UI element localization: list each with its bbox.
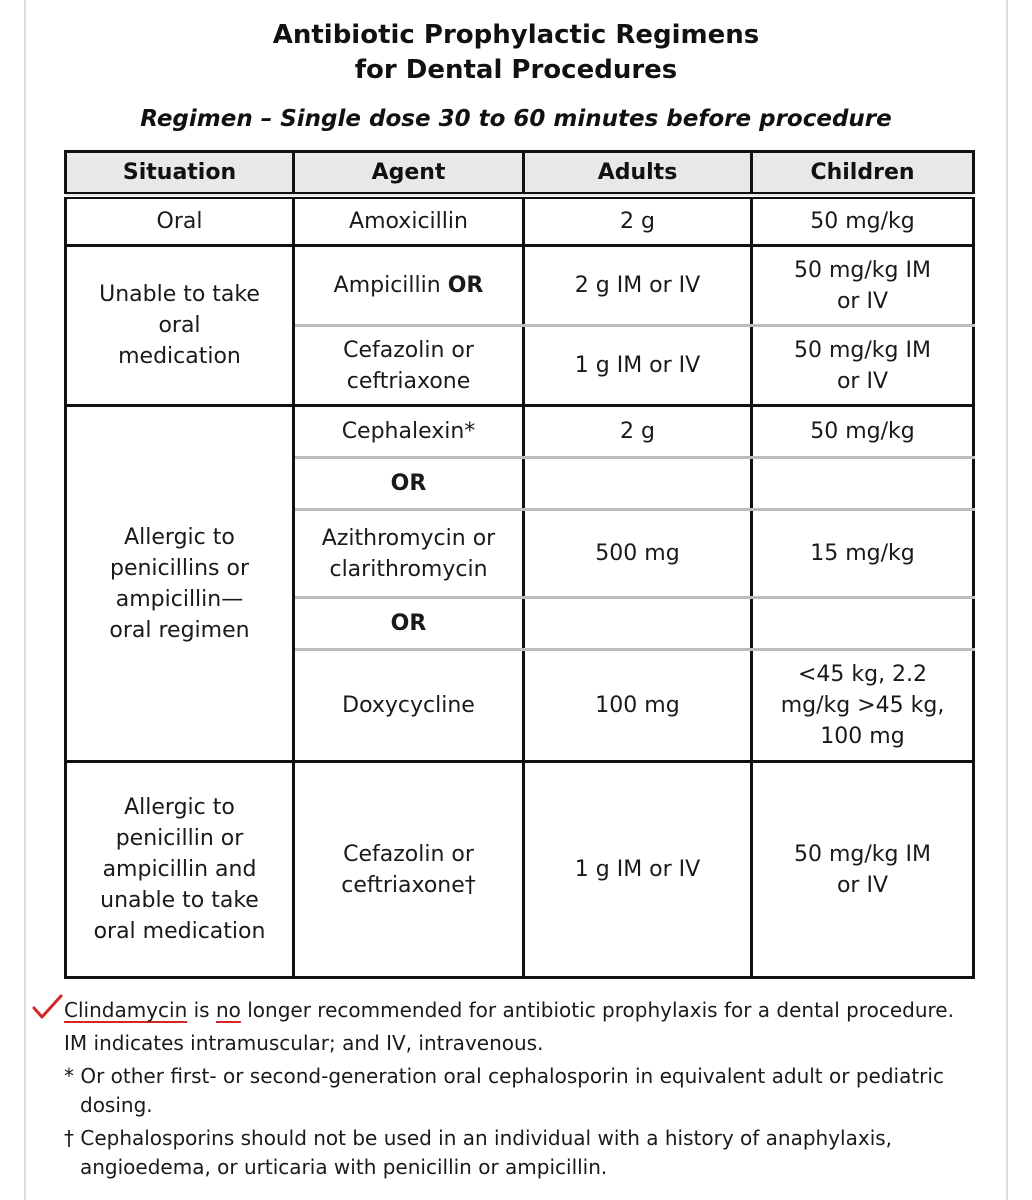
children-cell: 15 mg/kg [752, 510, 974, 598]
adults-cell: 500 mg [524, 510, 752, 598]
situation-cell: Allergic to penicillin or ampicillin and unable to take oral medication [66, 762, 294, 978]
note-word-no: no [215, 998, 241, 1022]
agent-cell: Cefazolin or ceftriaxone† [294, 762, 524, 978]
dagger-footnote: † Cephalosporins should not be used in an individual with a history of anaphylaxis, angioedema, or urticaria with penicillin or ampicillin. [64, 1126, 893, 1179]
header-situation: Situation [66, 152, 294, 196]
agent-or-label: OR [447, 273, 484, 298]
note-word-is: is [193, 998, 210, 1022]
agent-name: Ampicillin [333, 273, 441, 298]
footnotes [64, 996, 994, 1182]
children-cell: 50 mg/kg IM or IV [752, 246, 974, 326]
children-cell: <45 kg, 2.2 mg/kg >45 kg, 100 mg [752, 650, 974, 762]
children-cell: 50 mg/kg [752, 406, 974, 458]
adults-cell: 100 mg [524, 650, 752, 762]
adults-cell: 2 g IM or IV [524, 246, 752, 326]
agent-cell: Cefazolin or ceftriaxone [294, 326, 524, 406]
header-agent: Agent [294, 152, 524, 196]
regimen-subtitle: Regimen – Single dose 30 to 60 minutes before procedure [140, 106, 892, 132]
clindamycin-note [64, 996, 994, 1025]
header-children: Children [752, 152, 974, 196]
adults-cell: 1 g IM or IV [524, 326, 752, 406]
agent-or-cell: OR [294, 458, 524, 510]
situation-cell: Unable to take oral medication [66, 246, 294, 406]
agent-cell: Amoxicillin [294, 196, 524, 246]
page-edge-left [24, 0, 26, 1200]
adults-cell: 2 g [524, 196, 752, 246]
table-row [66, 196, 974, 246]
adults-cell: 1 g IM or IV [524, 762, 752, 978]
children-cell: 50 mg/kg [752, 196, 974, 246]
adults-cell: 2 g [524, 406, 752, 458]
regimen-table [64, 150, 975, 979]
note-rest: longer recommended for antibiotic prophylaxis for a dental procedure. [247, 998, 954, 1022]
header-adults: Adults [524, 152, 752, 196]
adults-cell [524, 458, 752, 510]
children-cell [752, 458, 974, 510]
situation-cell: Oral [66, 196, 294, 246]
children-cell: 50 mg/kg IM or IV [752, 762, 974, 978]
page-title [0, 18, 1032, 88]
situation-cell: Allergic to penicillins or ampicillin— oral regimen [66, 406, 294, 762]
children-cell: 50 mg/kg IM or IV [752, 326, 974, 406]
table-row [66, 246, 974, 326]
agent-or-cell: OR [294, 598, 524, 650]
page-edge-right [1006, 0, 1008, 1200]
checkmark-icon [30, 990, 64, 1024]
agent-cell [294, 246, 524, 326]
table-header-row [66, 152, 974, 196]
agent-cell: Doxycycline [294, 650, 524, 762]
table-row [66, 406, 974, 458]
agent-cell: Azithromycin or clarithromycin [294, 510, 524, 598]
abbreviation-note: IM indicates intramuscular; and IV, intravenous. [64, 1031, 544, 1055]
title-line-2: for Dental Procedures [354, 55, 678, 85]
table-row [66, 762, 974, 978]
title-line-1: Antibiotic Prophylactic Regimens [272, 20, 760, 50]
agent-cell: Cephalexin* [294, 406, 524, 458]
asterisk-footnote: * Or other first- or second-generation oral cephalosporin in equivalent adult or pediatric dosing. [64, 1064, 944, 1117]
clindamycin-word: Clindamycin [64, 998, 188, 1022]
adults-cell [524, 598, 752, 650]
children-cell [752, 598, 974, 650]
